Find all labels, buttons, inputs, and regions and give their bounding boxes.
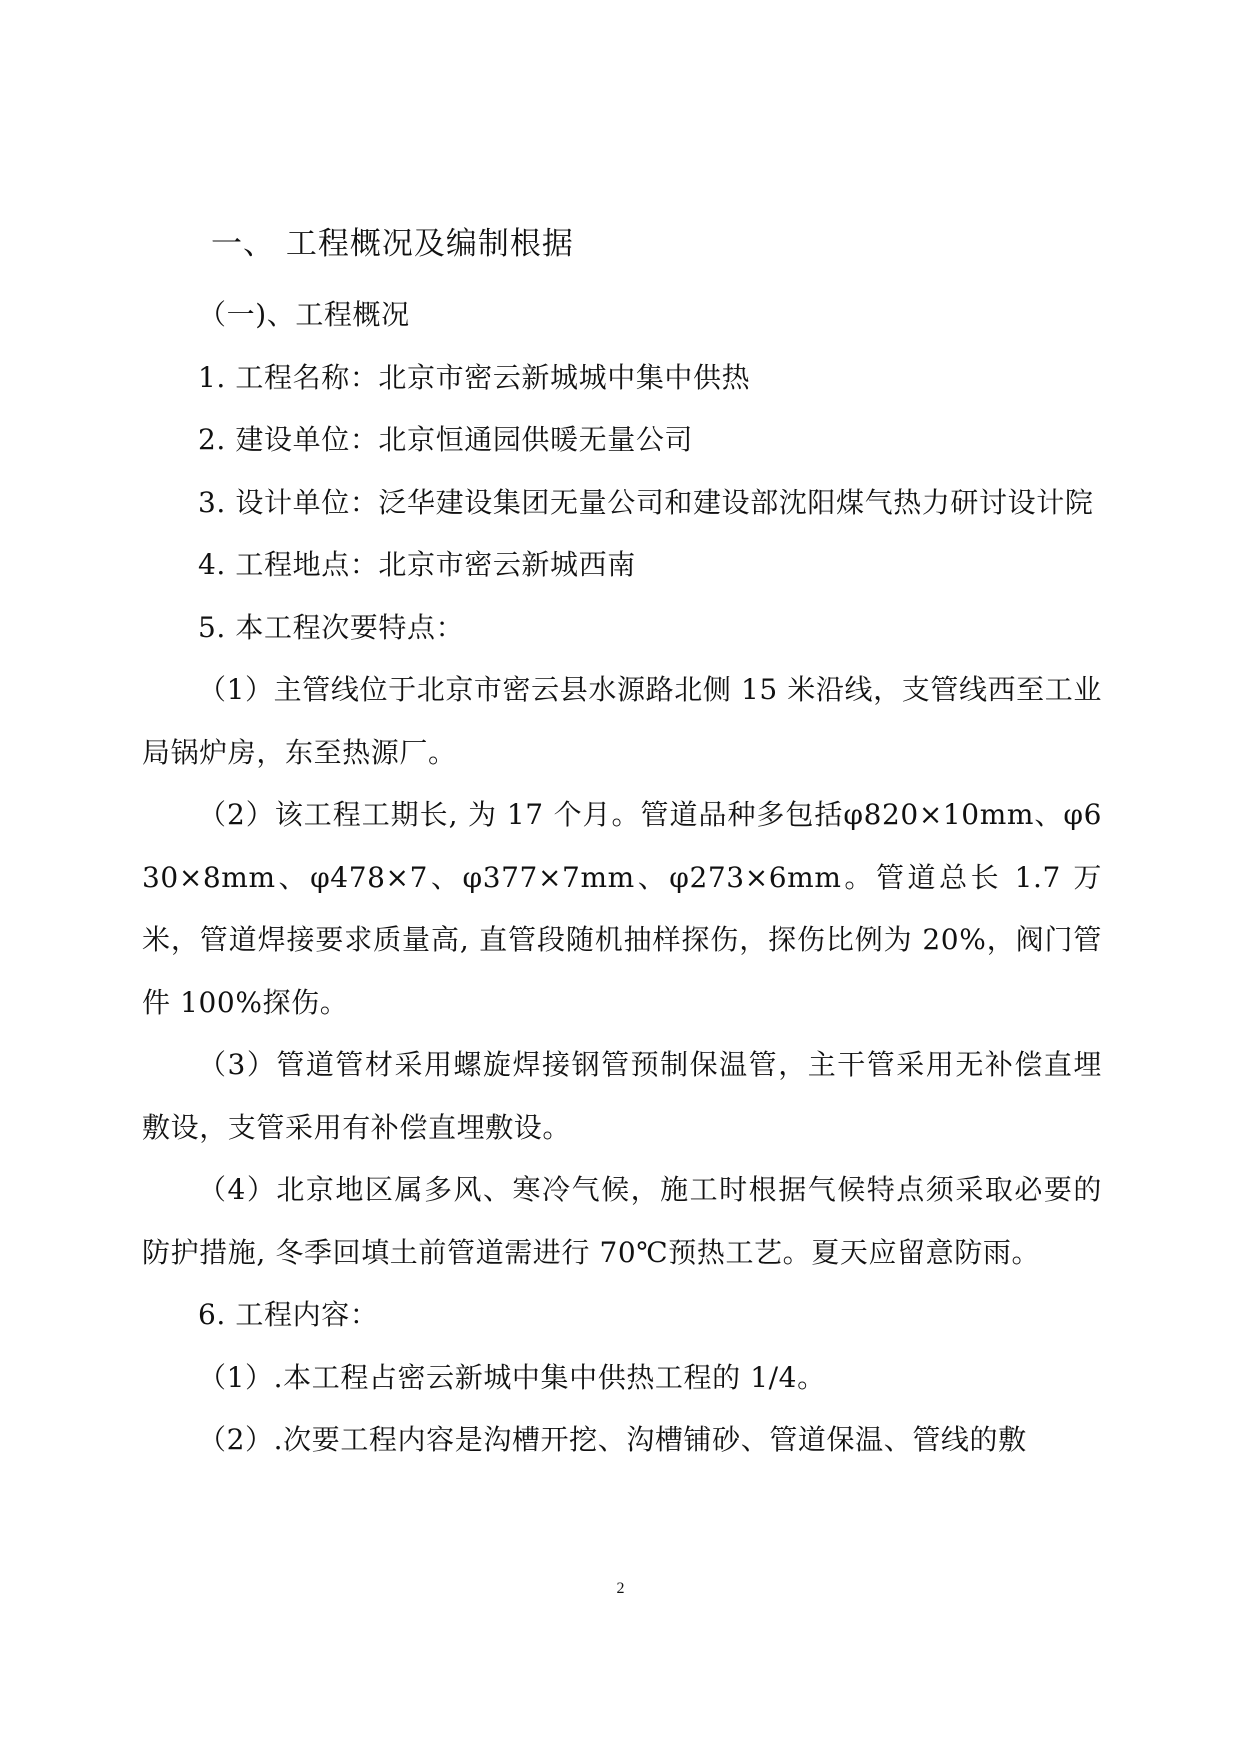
feature-item-2: （2）该工程工期长, 为 17 个月。管道品种多包括φ820×10mm、φ630×8mm、φ478×7、φ377×7mm、φ273×6mm。管道总长 1.7 万米，管道焊接要求质量高, 直管段随机抽样探伤，探伤比例为 20%，阀门管件 100%探伤。 (142, 798, 1102, 1019)
content-item-2: （2）.次要工程内容是沟槽开挖、沟槽铺砂、管道保温、管线的敷 (198, 1423, 1027, 1456)
feature-item-1: （1）主管线位于北京市密云县水源路北侧 15 米沿线，支管线西至工业局锅炉房，东至热源厂。 (142, 673, 1102, 769)
main-features-title: 5. 本工程次要特点： (198, 610, 465, 644)
project-content-title: 6. 工程内容： (198, 1298, 379, 1331)
feature-item-3: （3）管道管材采用螺旋焊接钢管预制保温管，主干管采用无补偿直埋敷设，支管采用有补偿直埋敷设。 (142, 1048, 1102, 1144)
construction-unit-line: 2. 建设单位：北京恒通园供暖无量公司 (198, 423, 694, 456)
project-location-line: 4. 工程地点：北京市密云新城西南 (198, 548, 636, 581)
feature-item-4: （4）北京地区属多风、寒冷气候，施工时根据气候特点须采取必要的防护措施, 冬季回填土前管道需进行 70℃预热工艺。夏天应留意防雨。 (142, 1173, 1102, 1269)
project-name-line: 1. 工程名称：北京市密云新城城中集中供热 (198, 360, 751, 394)
subsection-title: （一)、工程概况 (198, 298, 410, 331)
content-item-1: （1）.本工程占密云新城中集中供热工程的 1/4。 (198, 1360, 826, 1394)
design-unit-line: 3. 设计单位：泛华建设集团无量公司和建设部沈阳煤气热力研讨设计院 (198, 485, 1094, 519)
document-body (142, 222, 1102, 1472)
section-heading: 一、 工程概况及编制根据 (211, 226, 574, 262)
page-number: 2 (616, 1580, 625, 1597)
